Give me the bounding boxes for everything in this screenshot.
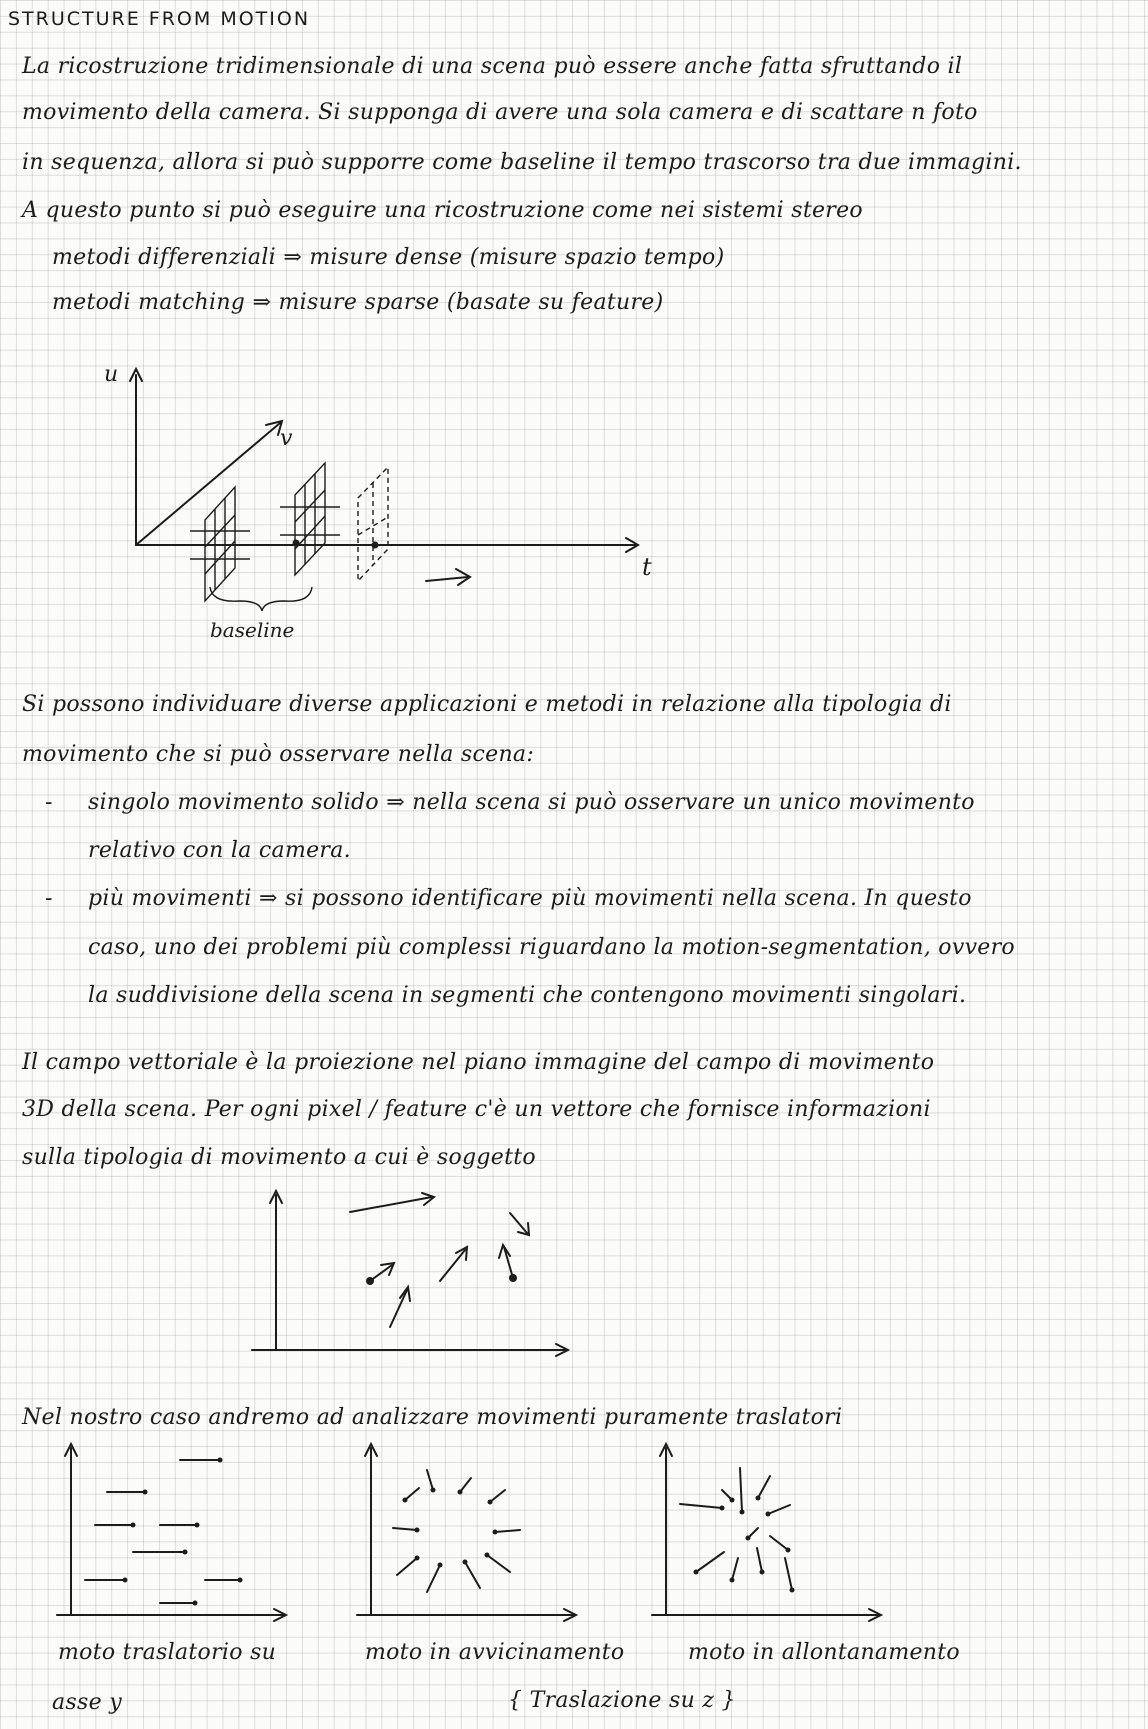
fig3a-vectors [85,1458,243,1606]
translation-y-figure [45,1440,295,1620]
approaching-figure [345,1440,585,1620]
fig3b-vectors [393,1470,520,1592]
method-differential: metodi differenziali ⇒ misure dense (misure spazio tempo) [52,245,725,270]
translation-intro: Nel nostro caso andremo ad analizzare movimenti puramente traslatori [22,1405,843,1430]
camera-plane-future-dashed [358,467,388,581]
bullet-1-line-1: singolo movimento solido ⇒ nella scena si può osservare un unico movimento [88,790,975,815]
caption-z-translation: { Traslazione su z } [508,1688,736,1713]
receding-figure [640,1440,890,1620]
baseline-figure [90,355,670,655]
intro-line-2: movimento della camera. Si supponga di avere una sola camera e di scattare n foto [22,100,978,125]
caption-approaching: moto in avvicinamento [365,1640,625,1665]
u-axis-label: u [104,362,119,387]
vector-field-line-2: 3D della scena. Per ogni pixel / feature c'è un vettore che fornisce informazioni [22,1097,931,1122]
baseline-brace [210,587,312,611]
bullet-2-line-2: caso, uno dei problemi più complessi riguardano la motion-segmentation, ovvero [88,935,1015,960]
field-vectors [350,1193,529,1327]
bullet-2-line-1: più movimenti ⇒ si possono identificare più movimenti nella scena. In questo [88,886,972,911]
applications-line-1: Si possono individuare diverse applicazioni e metodi in relazione alla tipologia di [22,692,952,717]
caption-receding: moto in allontanamento [688,1640,960,1665]
method-matching: metodi matching ⇒ misure sparse (basate su feature) [52,290,664,315]
v-axis-label: v [280,426,293,451]
camera-plane-2 [280,463,340,575]
applications-line-2: movimento che si può osservare nella scena: [22,742,535,767]
intro-line-3: in sequenza, allora si può supporre come baseline il tempo trascorso tra due immagini. [22,150,1022,175]
bullet-dash-2: - [45,886,53,911]
bullet-1-line-2: relativo con la camera. [88,838,351,863]
intro-line-4: A questo punto si può eseguire una ricostruzione come nei sistemi stereo [22,198,863,223]
intro-line-1: La ricostruzione tridimensionale di una scena può essere anche fatta sfruttando il [22,54,963,79]
vector-field-line-3: sulla tipologia di movimento a cui è soggetto [22,1145,536,1170]
caption-translation-y-line-2: asse y [52,1690,122,1715]
projection-point-1 [293,540,300,547]
baseline-label: baseline [210,618,295,642]
motion-direction-arrow [426,577,468,581]
t-axis-label: t [642,553,652,581]
bullet-dash-1: - [45,790,53,815]
v-axis [136,423,280,545]
caption-translation-y-line-1: moto traslatorio su [58,1640,277,1665]
bullet-2-line-3: la suddivisione della scena in segmenti che contengono movimenti singolari. [88,983,967,1008]
projection-point-2 [372,542,379,549]
vector-field-line-1: Il campo vettoriale è la proiezione nel piano immagine del campo di movimento [22,1050,935,1075]
fig3c-vectors [680,1468,795,1593]
vector-field-figure [240,1185,580,1355]
page-title: STRUCTURE FROM MOTION [8,8,311,30]
